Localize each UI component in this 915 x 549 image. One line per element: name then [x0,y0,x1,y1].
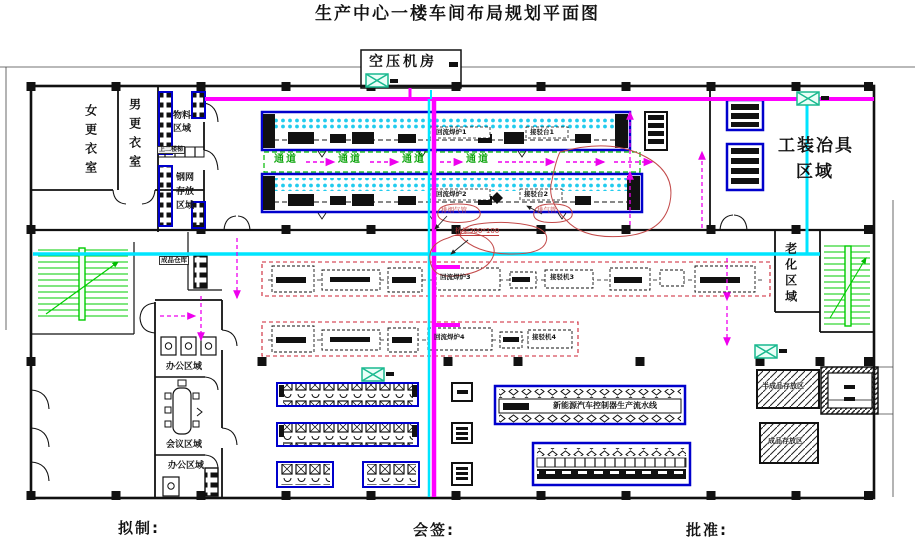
stairs-left [38,248,128,320]
office-furniture [161,256,218,496]
equipment-label-dock3: 接驳机3 [550,273,575,281]
tooling-area-racks [645,100,763,190]
equipment-label-dock4: 接驳机4 [532,333,557,341]
aisle-label-4: 通道 [466,154,490,165]
room-label-tooling-1: 工装冶具 [778,136,854,156]
assembly-line-2 [533,443,690,485]
annotation-exhaust-2: 排气管 [537,206,557,214]
room-label-aging: 老化区域 [783,242,798,306]
assembly-line-label: 新能源汽车控制器生产流水线 [553,401,657,410]
planned-line-row-1 [262,262,770,296]
room-label-office-bottom: 办公区域 [168,461,205,471]
electrical-box-icon [362,368,394,381]
electrical-box-icon [755,345,787,358]
equipment-label-reflow1: 回流焊炉1 [436,128,467,136]
room-label-women-locker: 女更衣室 [83,104,98,180]
equipment-label-dock2: 接驳台2 [524,190,549,198]
room-label-product-store: 成品仓库 [161,256,187,264]
room-label-meeting: 会议区域 [166,440,203,450]
storage-label-finished: 成品存放区 [768,437,803,445]
aisle-band [264,152,652,172]
room-label-material-2: 区域 [173,124,192,134]
workbench-rows [277,383,419,487]
page-title: 生产中心一楼车间布局规划平面图 [315,4,600,24]
equipment-label-reflow3: 回流焊炉3 [440,273,471,281]
freight-elevator [821,367,878,414]
small-equipment [452,383,472,485]
signoff-countersign: 会签: [413,521,455,539]
stairs-right [824,246,870,326]
equipment-label-dock1: 接驳台1 [530,128,555,136]
aisle-label-1: 通道 [274,154,298,165]
equipment-label-reflow4: 回流焊炉4 [434,333,465,341]
planned-line-row-2 [262,322,578,356]
signoff-approve: 批准: [686,521,728,539]
storage-label-semi-finished: 半成品存放区 [762,382,804,390]
room-label-steelmesh-2: 存放 [176,187,195,197]
room-label-compressor: 空压机房 [369,54,437,70]
electrical-box-icon [797,92,829,105]
aisle-label-2: 通道 [338,154,362,165]
signoff-draft: 拟制: [118,519,160,537]
room-label-men-locker: 男更衣室 [127,98,142,174]
room-label-material-1: 物料 [173,111,192,121]
annotation-exhaust-1: 排烟气管 [441,206,467,214]
aisle-label-3: 通道 [402,154,426,165]
room-label-steelmesh-1: 钢网 [176,173,195,183]
room-label-tooling-2: 区域 [796,162,834,182]
annotation-cable-tray: 桥架300*100 [455,227,500,235]
equipment-label-reflow2: 回流焊炉2 [436,190,467,198]
room-label-office-top: 办公区域 [166,362,203,372]
stair-note-label: 上二楼梯 [159,146,184,153]
room-label-steelmesh-3: 区域 [176,201,195,211]
